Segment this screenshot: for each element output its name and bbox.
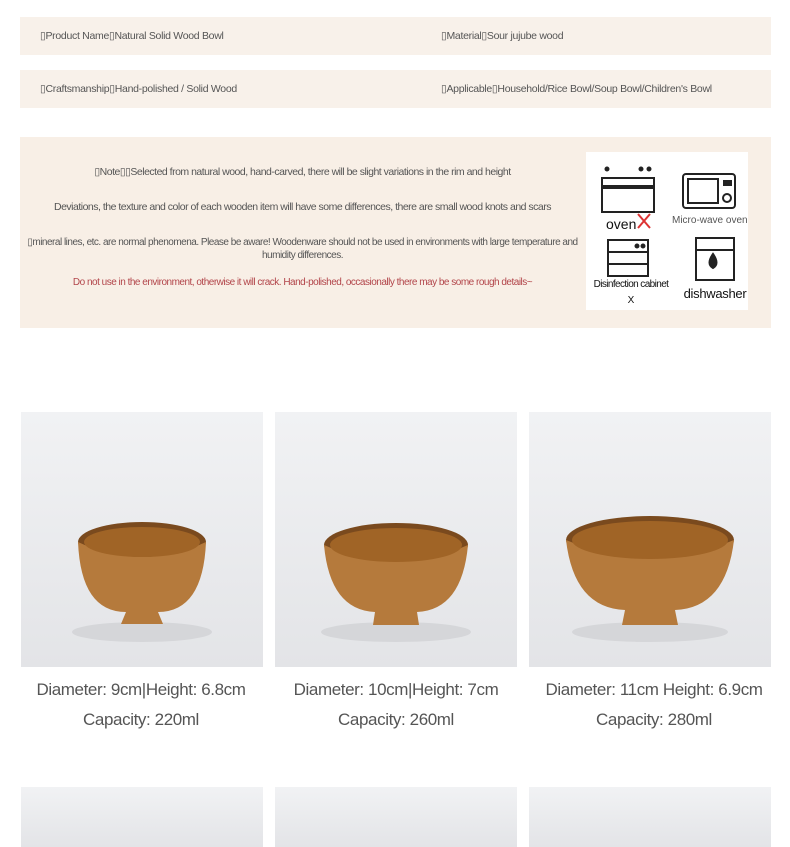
craftsmanship: ▯Craftsmanship▯Hand-polished / Solid Wood [40,83,237,95]
note-warning: Do not use in the environment, otherwise it will crack. Hand-polished, occasionally there may be some rough details~ [72,277,533,288]
material: ▯Material▯Sour jujube wood [441,30,564,42]
bowl-size-small: Diameter: 9cm|Height: 6.8cm [36,680,246,699]
spec-row [20,17,771,55]
microwave-icon [683,174,735,208]
bowl-image-next [21,787,263,847]
bowl-size-medium: Diameter: 10cm|Height: 7cm [293,680,499,699]
bowl-image-medium [275,412,517,667]
cabinet-label: Disinfection cabinet [593,279,669,290]
dishwasher-icon [696,238,734,280]
disinfection-cabinet-icon [608,240,648,276]
cross-icon [638,214,650,228]
note-line-2: Deviations, the texture and color of each wooden item will have some differences, there are small wood knots and scars [53,201,551,213]
note-line-1: ▯Note▯▯Selected from natural wood, hand-carved, there will be slight variations in the rim and height [94,166,511,178]
bowl-image-next [529,787,771,847]
bowl-capacity-medium: Capacity: 260ml [338,710,454,729]
bowl-image-next [275,787,517,847]
note-line-3: ▯mineral lines, etc. are normal phenomena. Please be aware! Woodenware should not be used in environments with large temperature and humidity differences. [27,237,578,261]
bowl-capacity-small: Capacity: 220ml [83,710,199,729]
cabinet-mark: X [627,295,635,306]
product-name: ▯Product Name▯Natural Solid Wood Bowl [40,30,224,42]
bowl-size-large: Diameter: 11cm Height: 6.9cm [545,680,763,699]
applicable: ▯Applicable▯Household/Rice Bowl/Soup Bowl/Children's Bowl [441,83,712,95]
oven-icon [602,168,654,213]
microwave-label: Micro-wave oven [672,215,748,226]
oven-label: oven [606,216,637,232]
bowl-image-large [529,412,771,667]
dishwasher-label: dishwasher [683,286,747,301]
appliance-icons [586,152,748,310]
spec-row [20,70,771,108]
bowl-image-small [21,412,263,667]
bowl-capacity-large: Capacity: 280ml [596,710,712,729]
